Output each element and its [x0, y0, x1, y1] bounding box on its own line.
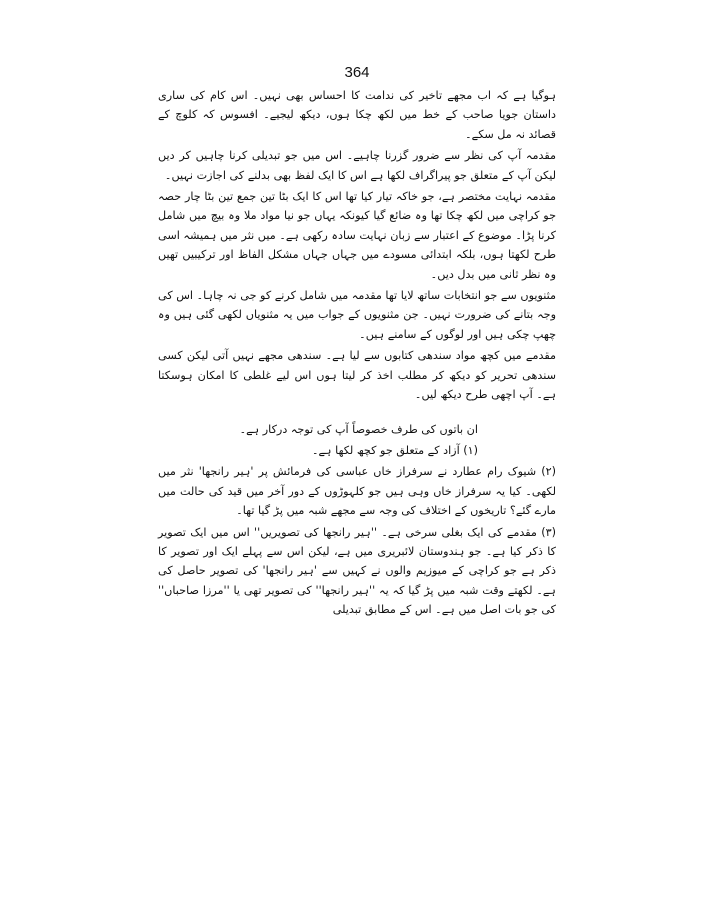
letter-body: [158, 86, 556, 620]
paragraph-attention-points: ان باتوں کی طرف خصوصاً آپ کی توجہ درکار ہے۔: [239, 422, 478, 436]
list-item-1: (۱) آزاد کے متعلق جو کچھ لکھا ہے۔: [311, 443, 478, 457]
list-item-3: (۳) مقدمے کی ایک بغلی سرخی ہے۔ ''ہیر رانجھا کی تصویریں'' اس میں ایک تصویر کا ذکر کیا ہے۔ جو ہندوستان لائبریری میں ہے، لیکن اس سے پہلے ایک اور تصویر کا ذکر ہے جو کراچی کے میوزیم والوں نے کہیں سے 'ہیر رانجھا' کی تصویر حاصل کی ہے۔ لکھتے وقت شبہ میں پڑ گیا کہ یہ ''ہیر رانجھا'' کی تصویر تھی یا ''مرزا صاحباں'' کی جو بات اصل میں ہے۔ اس کے مطابق تبدیلی: [158, 525, 556, 617]
paragraph-sindhi-sources: مقدمے میں کچھ مواد سندھی کتابوں سے لیا ہے۔ سندھی مجھے نہیں آتی لیکن کسی سندھی تحریر کو دیکھ کر مطلب اخذ کر لیتا ہوں اس لیے غلطی کا امکان ہوسکتا ہے۔ آپ اچھی طرح دیکھ لیں۔: [158, 349, 556, 402]
paragraph-preface-review: مقدمہ آپ کی نظر سے ضرور گزرنا چاہیے۔ اس میں جو تبدیلی کرنا چاہیں کر دیں لیکن آپ کے متعلق جو پیراگراف لکھا ہے اس کا ایک لفظ بھی بدلنے کی اجازت نہیں۔: [158, 149, 556, 182]
paragraph-masnavi-selections: مثنویوں سے جو انتخابات ساتھ لایا تھا مقدمہ میں شامل کرنے کو جی نہ چاہا۔ اس کی وجہ بتانے کی ضرورت نہیں۔ جن مثنویوں کے جواب میں یہ مثنویاں لکھی گئی ہیں وہ چھپ چکی ہیں اور لوگوں کے سامنے ہیں۔: [158, 289, 556, 341]
paragraph-preface-brief: مقدمہ نہایت مختصر ہے، جو خاکہ تیار کیا تھا اس کا ایک بٹا تین جمع تین بٹا چار حصہ جو کراچی میں لکھ چکا تھا وہ ضائع گیا کیونکہ یہاں جو نیا مواد ملا وہ بیچ میں شامل کرنا پڑا۔ موضوع کے اعتبار سے زبان نہایت سادہ رکھی ہے۔ میں نثر میں ہمیشہ اسی طرح لکھتا ہوں، بلکہ ابتدائی مسودے میں جہاں جہاں مشکل الفاظ اور ترکیبیں تھیں وہ نظر ثانی میں بدل دیں۔: [158, 190, 556, 281]
list-item-2: (۲) شیوک رام عطارد نے سرفراز خاں عباسی کی فرمائش پر 'ہیر رانجھا' نثر میں لکھی۔ کیا یہ سرفراز خاں وہی ہیں جو کلہوڑوں کے دور آخر میں قید کی حالت میں مارے گئے؟ تاریخوں کے اختلاف کی وجہ سے مجھے شبہ میں پڑ گیا تھا۔: [158, 465, 556, 518]
page-number: 364: [344, 64, 370, 81]
paragraph-delay-regret: ہوگیا ہے کہ اب مجھے تاخیر کی ندامت کا احساس بھی نہیں۔ اس کام کی ساری داستان جویا صاحب کے خط میں لکھ چکا ہوں، دیکھ لیجیے۔ افسوس کہ کلوچ کے قصائد نہ مل سکے۔: [158, 89, 556, 141]
